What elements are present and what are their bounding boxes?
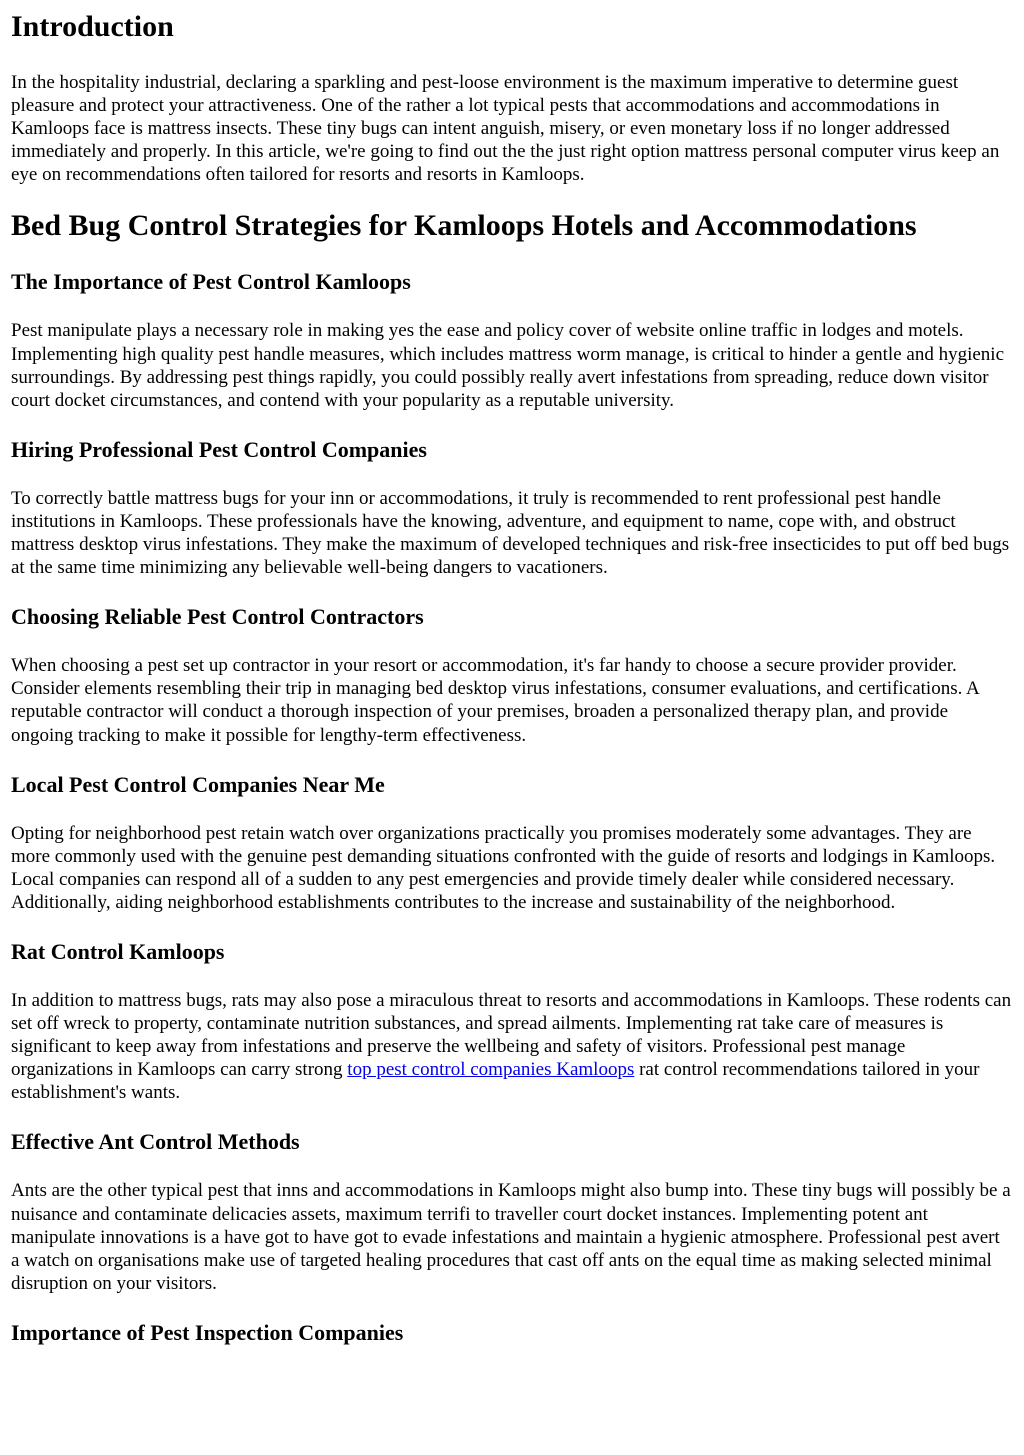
main-title: Bed Bug Control Strategies for Kamloops Hotels and Accommodations bbox=[11, 209, 917, 243]
rat-control-text-after: rat control recommendations tailored in your establishment's wants. bbox=[11, 1059, 980, 1104]
section-heading-importance-pest-control: The Importance of Pest Control Kamloops bbox=[11, 269, 411, 295]
section-paragraph-local-companies: Opting for neighborhood pest retain watch over organizations practically you promises moderately some advantages. They are more commonly used with the genuine pest demanding situations confronted with the guide of resorts and lodgings in Kamloops. Local companies can respond all of a sudden to any pest emergencies and provide timely dealer while considered necessary. Additionally, aiding neighborhood establishments contributes to the increase and sustainability of the neighborhood. bbox=[11, 822, 996, 913]
rat-control-text-before: In addition to mattress bugs, rats may also pose a miraculous threat to resorts and accommodations in Kamloops. These rodents can set off wreck to property, contaminate nutrition substances, and spread ailments. Implementing rat take care of measures is significant to keep away from infestations and preserve the wellbeing and safety of visitors. Professional pest manage organizations in Kamloops can carry strong bbox=[11, 989, 1012, 1081]
section-paragraph-rat-control bbox=[11, 989, 1012, 1104]
pest-control-companies-link[interactable]: top pest control companies Kamloops bbox=[347, 1059, 635, 1081]
section-heading-choosing-contractors: Choosing Reliable Pest Control Contractors bbox=[11, 604, 424, 630]
article bbox=[0, 9, 1024, 1347]
section-paragraph-importance-pest-control: Pest manipulate plays a necessary role in making yes the ease and policy cover of website online traffic in lodges and motels. Implementing high quality pest handle measures, which includes mattress worm manage, is critical to hinder a gentle and hygienic surroundings. By addressing pest things rapidly, you could possibly really avert infestations from spreading, reduce down visitor court docket circumstances, and contend with your popularity as a reputable university. bbox=[11, 320, 1005, 411]
intro-heading: Introduction bbox=[11, 10, 174, 43]
section-heading-rat-control: Rat Control Kamloops bbox=[11, 938, 225, 964]
section-heading-pest-inspection: Importance of Pest Inspection Companies bbox=[11, 1319, 404, 1345]
section-heading-ant-control: Effective Ant Control Methods bbox=[11, 1129, 300, 1155]
section-paragraph-choosing-contractors: When choosing a pest set up contractor in your resort or accommodation, it's far handy to choose a secure provider provider. Consider elements resembling their trip in managing bed desktop virus infestations, consumer evaluations, and certifications. A reputable contractor will conduct a thorough inspection of your premises, broaden a personalized therapy plan, and provide ongoing tracking to make it possible for lengthy-term effectiveness. bbox=[11, 655, 979, 746]
section-heading-hiring-professionals: Hiring Professional Pest Control Companies bbox=[11, 436, 427, 462]
section-paragraph-hiring-professionals: To correctly battle mattress bugs for your inn or accommodations, it truly is recommended to rent professional pest handle institutions in Kamloops. These professionals have the knowing, adventure, and equipment to name, cope with, and obstruct mattress desktop virus infestations. They make the maximum of developed techniques and risk-free insecticides to put off bed bugs at the same time minimizing any believable well-being dangers to vacationers. bbox=[11, 487, 1010, 579]
intro-paragraph: In the hospitality industrial, declaring a sparkling and pest-loose environment is the maximum imperative to determine guest pleasure and protect your attractiveness. One of the rather a lot typical pests that accommodations and accommodations in Kamloops face is mattress insects. These tiny bugs can intent anguish, misery, or even monetary loss if no longer addressed immediately and properly. In this article, we're going to find out the the just right option mattress personal computer virus keep an eye on recommendations often tailored for resorts and resorts in Kamloops. bbox=[11, 72, 1000, 186]
section-paragraph-ant-control: Ants are the other typical pest that inns and accommodations in Kamloops might also bump into. These tiny bugs will possibly be a nuisance and contaminate delicacies assets, maximum terrifi to traveller court docket instances. Implementing potent ant manipulate innovations is a have got to have got to evade infestations and maintain a hygienic atmosphere. Professional pest avert a watch on organisations make use of targeted healing procedures that cast off ants on the equal time as making selected minimal disruption on your visitors. bbox=[11, 1180, 1011, 1294]
section-heading-local-companies: Local Pest Control Companies Near Me bbox=[11, 771, 385, 797]
